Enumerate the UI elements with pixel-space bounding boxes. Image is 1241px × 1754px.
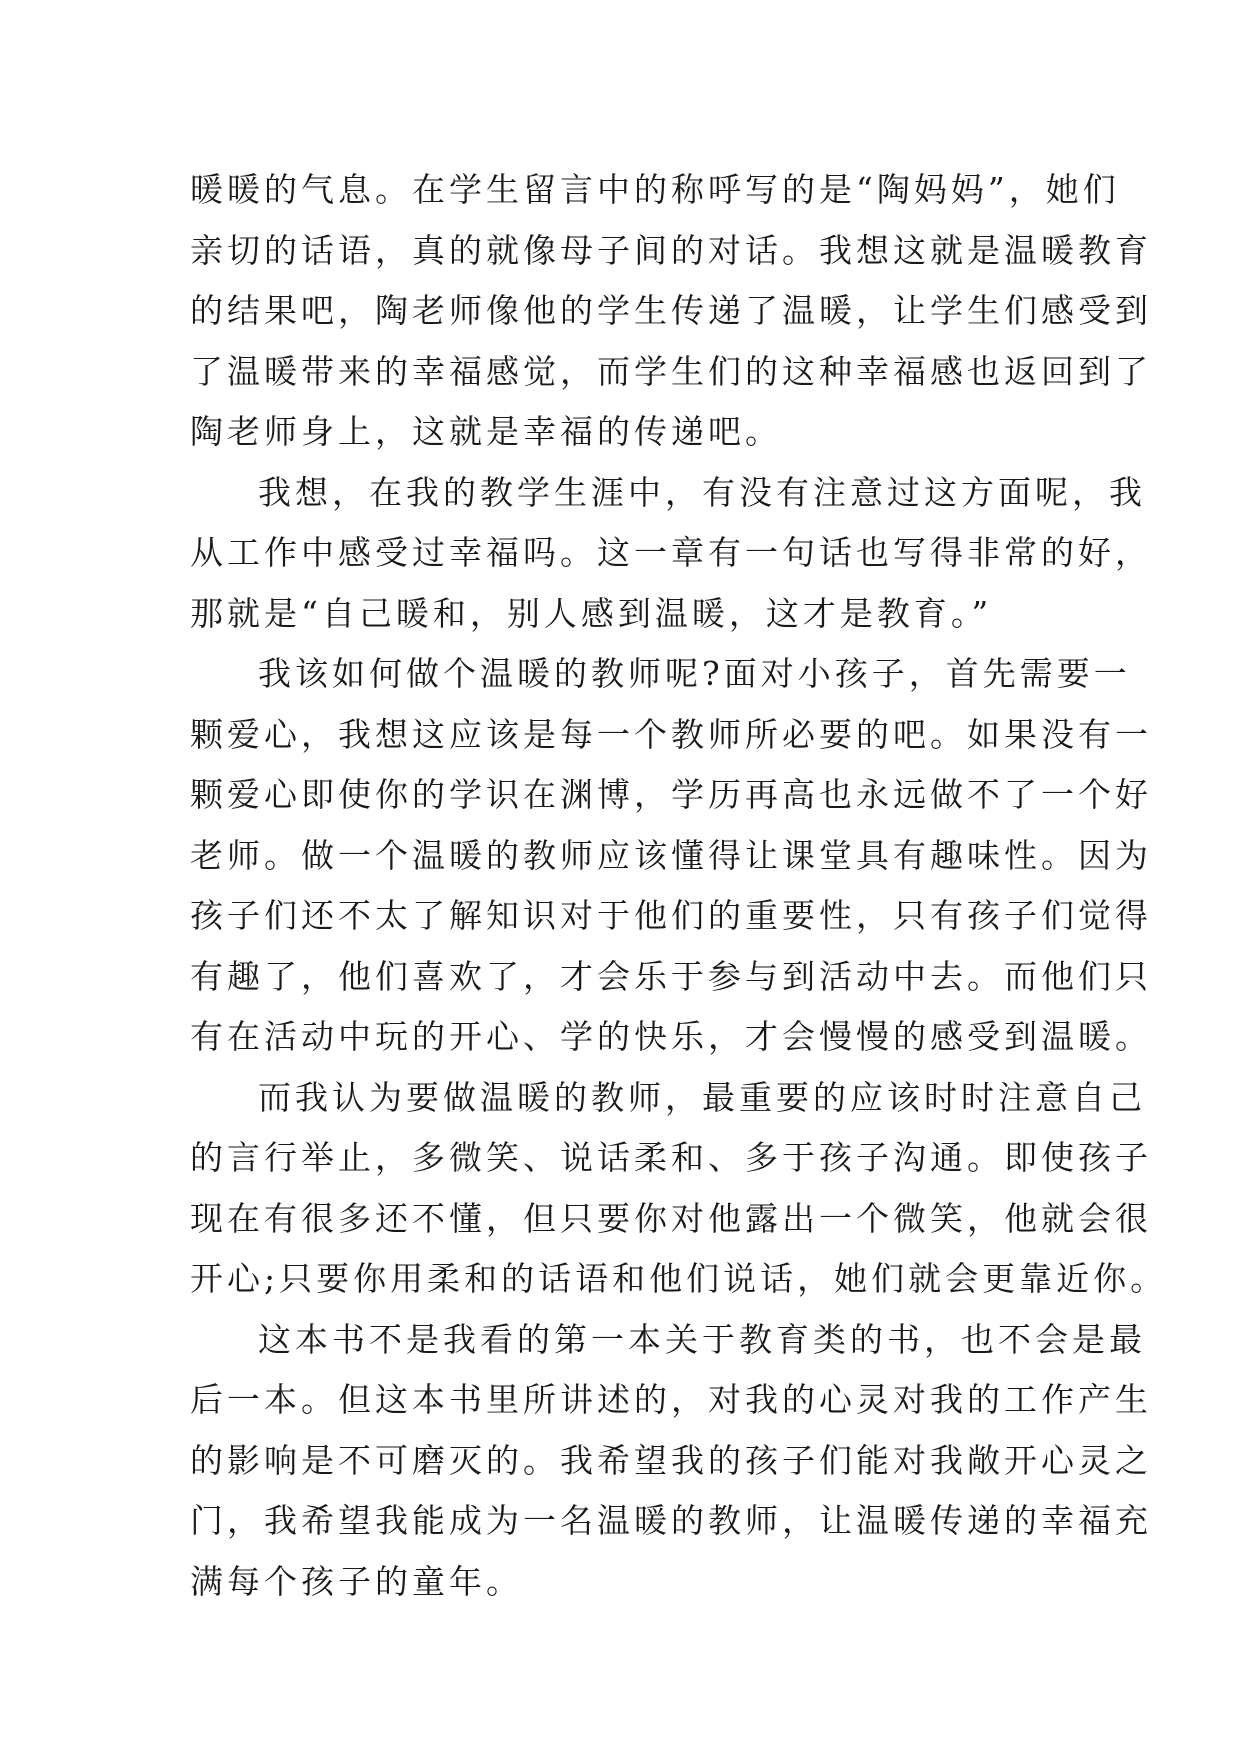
text-line: 那就是“自己暖和，别人感到温暖，这才是教育。”	[190, 593, 993, 633]
paragraph-first-line: 而我认为要做温暖的教师，最重要的应该时时注意自己	[258, 1077, 1146, 1117]
text-line: 暖暖的气息。在学生留言中的称呼写的是“陶妈妈”，她们	[190, 170, 1120, 209]
text-line: 亲切的话语，真的就像母子间的对话。我想这就是温暖教育	[190, 230, 1152, 270]
text-line: 从工作中感受过幸福吗。这一章有一句话也写得非常的好，	[190, 533, 1152, 572]
text-line: 满每个孩子的童年。	[190, 1561, 523, 1601]
text-line: 的言行举止，多微笑、说话柔和、多于孩子沟通。即使孩子	[190, 1138, 1152, 1177]
text-line: 老师。做一个温暖的教师应该懂得让课堂具有趣味性。因为	[190, 835, 1152, 875]
text-line: 门，我希望我能成为一名温暖的教师，让温暖传递的幸福充	[190, 1501, 1152, 1540]
text-line: 开心;只要你用柔和的话语和他们说话，她们就会更靠近你。	[190, 1259, 1168, 1298]
text-line: 现在有很多还不懂，但只要你对他露出一个微笑，他就会很	[190, 1198, 1152, 1238]
text-line: 孩子们还不太了解知识对于他们的重要性，只有孩子们觉得	[190, 896, 1152, 935]
text-line: 有趣了，他们喜欢了，才会乐于参与到活动中去。而他们只	[190, 956, 1152, 996]
text-line: 的影响是不可磨灭的。我希望我的孩子们能对我敞开心灵之	[190, 1440, 1152, 1480]
paragraph-first-line: 我想，在我的教学生涯中，有没有注意过这方面呢，我	[258, 472, 1146, 512]
paragraph-first-line: 我该如何做个温暖的教师呢?面对小孩子，首先需要一	[258, 654, 1131, 693]
body-text	[190, 160, 1168, 1612]
text-line: 后一本。但这本书里所讲述的，对我的心灵对我的工作产生	[190, 1380, 1152, 1419]
text-line: 陶老师身上，这就是幸福的传递吧。	[190, 412, 782, 451]
text-line: 颗爱心，我想这应该是每一个教师所必要的吧。如果没有一	[190, 714, 1152, 754]
text-line: 颗爱心即使你的学识在渊博，学历再高也永远做不了一个好	[190, 775, 1152, 814]
text-line: 有在活动中玩的开心、学的快乐，才会慢慢的感受到温暖。	[190, 1017, 1152, 1056]
text-line: 的结果吧，陶老师像他的学生传递了温暖，让学生们感受到	[190, 291, 1152, 330]
text-line: 了温暖带来的幸福感觉，而学生们的这种幸福感也返回到了	[190, 351, 1152, 391]
paragraph-first-line: 这本书不是我看的第一本关于教育类的书，也不会是最	[258, 1319, 1146, 1359]
